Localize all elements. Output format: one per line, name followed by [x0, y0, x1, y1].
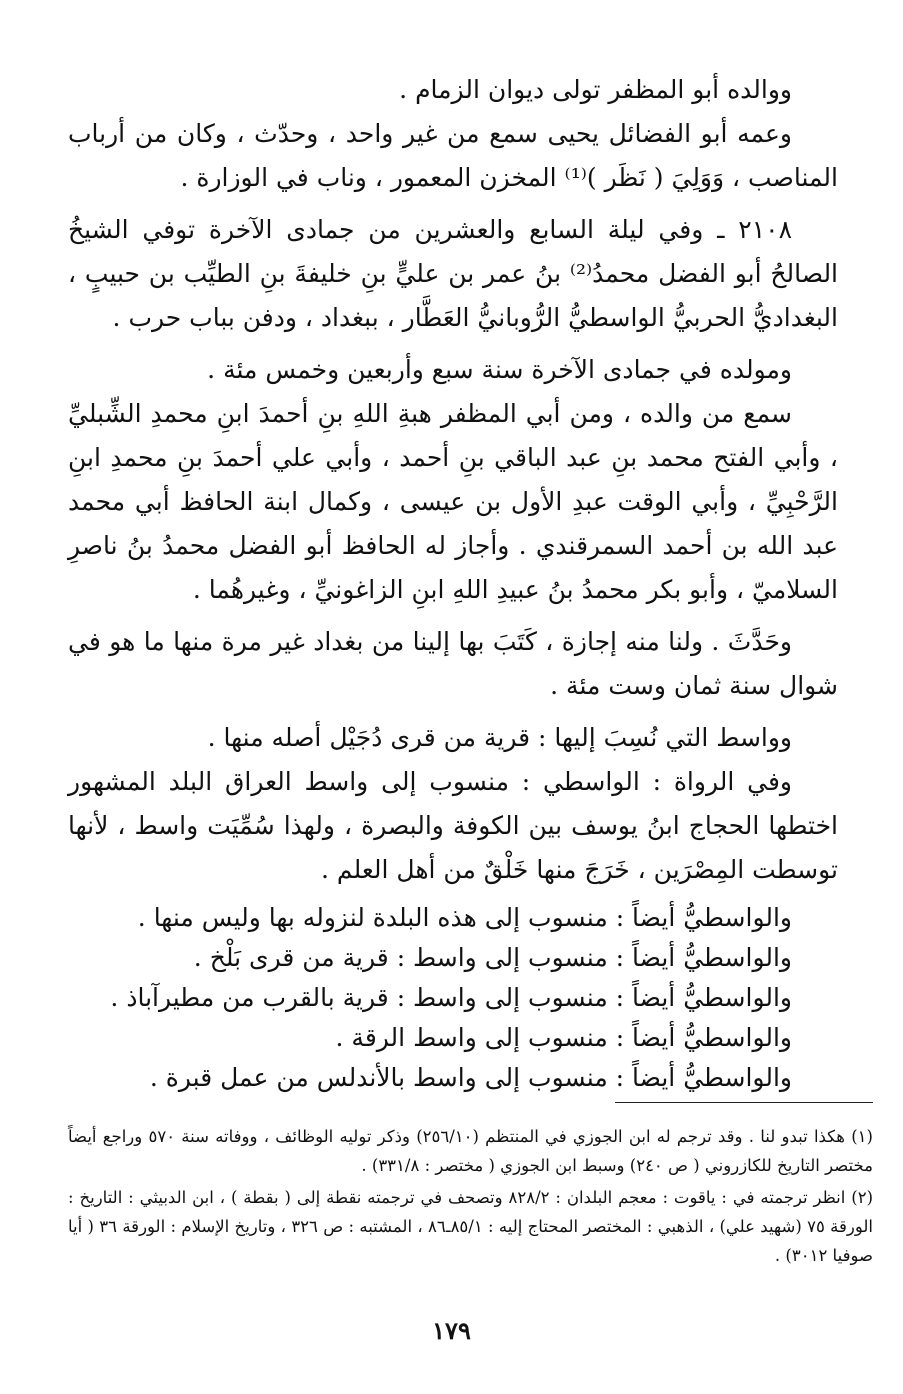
footnote-divider [615, 1102, 873, 1103]
footnote-text: هكذا تبدو لنا . وقد ترجم له ابن الجوزي في المنتظم (٢٥٦/١٠) وذكر توليه الوظائف ، ووفاته سنة ٥٧٠ وراجع أيضاً مختصر التاريخ للكازروني ( ص ٢٤٠) وسبط ابن الجوزي ( مختصر : ٣٣١/٨) . [68, 1127, 873, 1175]
footnote-marker: (٢) [851, 1188, 873, 1207]
paragraph-birth: ومولده في جمادى الآخرة سنة سبع وأربعين وخمس مئة . [207, 355, 792, 384]
list-item: والواسطيُّ أيضاً : منسوب إلى واسط بالأندلس من عمل قبرة . [149, 1063, 792, 1092]
footnote-2 [68, 1183, 873, 1270]
paragraph-father: ووالده أبو المظفر تولى ديوان الزمام . [399, 75, 792, 104]
footnote-marker: (١) [851, 1127, 873, 1146]
paragraph-uncle: وعمه أبو الفضائل يحيى سمع من غير واحد ، وحدّث ، وكان من أرباب المناصب ، وَوَلِيَ ( نَظَر )⁽¹⁾ المخزن المعمور ، وناب في الوزارة . [68, 119, 838, 192]
list-item: والواسطيُّ أيضاً : منسوب إلى واسط الرقة . [335, 1023, 792, 1052]
paragraph-entry-2108: ٢١٠٨ ـ وفي ليلة السابع والعشرين من جمادى الآخرة توفي الشيخُ الصالحُ أبو الفضل محمدُ⁽²⁾ بنُ عمر بن عليٍّ بنِ خليفةَ بنِ الطيِّب بن حبيبٍ ، البغداديُّ الحربيُّ الواسطيُّ الرُّوبانيُّ العَطَّار ، ببغداد ، ودفن بباب حرب . [68, 215, 839, 332]
footnotes [68, 1122, 873, 1273]
list-item: والواسطيُّ أيضاً : منسوب إلى هذه البلدة لنزوله بها وليس منها . [137, 903, 792, 932]
footnote-text: انظر ترجمته في : ياقوت : معجم البلدان : ٨٢٨/٢ وتصحف في ترجمته نقطة إلى ( بقطة ) ، ابن الدبيثي : التاريخ : الورقة ٧٥ (شهيد علي) ، الذهبي : المختصر المحتاج إليه : ٨٥/١ـ٨٦ ، المشتبه : ص ٣٢٦ ، وتاريخ الإسلام : الورقة ٣٦ ( أيا صوفيا ٣٠١٢) . [68, 1188, 873, 1265]
footnote-1 [68, 1122, 873, 1180]
wasiti-list [68, 898, 838, 1098]
main-text [68, 68, 838, 1098]
list-item: والواسطيُّ أيضاً : منسوب إلى واسط : قرية بالقرب من مطيرآباذ . [110, 983, 792, 1012]
paragraph-wasit-iraq: وفي الرواة : الواسطي : منسوب إلى واسط العراق البلد المشهور اختطها الحجاج ابنُ يوسف بين الكوفة والبصرة ، ولهذا سُمِّيَت واسط ، لأنها توسطت المِصْرَين ، خَرَجَ منها خَلْقٌ من أهل العلم . [68, 767, 838, 884]
paragraph-teachers: سمع من والده ، ومن أبي المظفر هبةِ اللهِ بنِ أحمدَ ابنِ محمدِ الشِّبليِّ ، وأبي الفتح محمد بنِ عبد الباقي بنِ أحمد ، وأبي علي أحمدَ بنِ محمدِ ابنِ الرَّحْبِيِّ ، وأبي الوقت عبدِ الأول بن عيسى ، وكمال ابنة الحافظ أبي محمد عبد الله بن أحمد السمرقندي . وأجاز له الحافظ أبو الفضل محمدُ بنُ ناصرِ السلاميّ ، وأبو بكر محمدُ بنُ عبيدِ اللهِ ابنِ الزاغونيِّ ، وغيرهُما . [68, 399, 838, 604]
paragraph-narration: وحَدَّثَ . ولنا منه إجازة ، كَتَبَ بها إلينا من بغداد غير مرة منها ما هو في شوال سنة ثمان وست مئة . [68, 627, 838, 700]
page-number: ١٧٩ [432, 1316, 471, 1345]
list-item: والواسطيُّ أيضاً : منسوب إلى واسط : قرية من قرى بَلْخ . [193, 943, 792, 972]
paragraph-wasit-origin: وواسط التي نُسِبَ إليها : قرية من قرى دُجَيْل أصله منها . [207, 723, 792, 752]
